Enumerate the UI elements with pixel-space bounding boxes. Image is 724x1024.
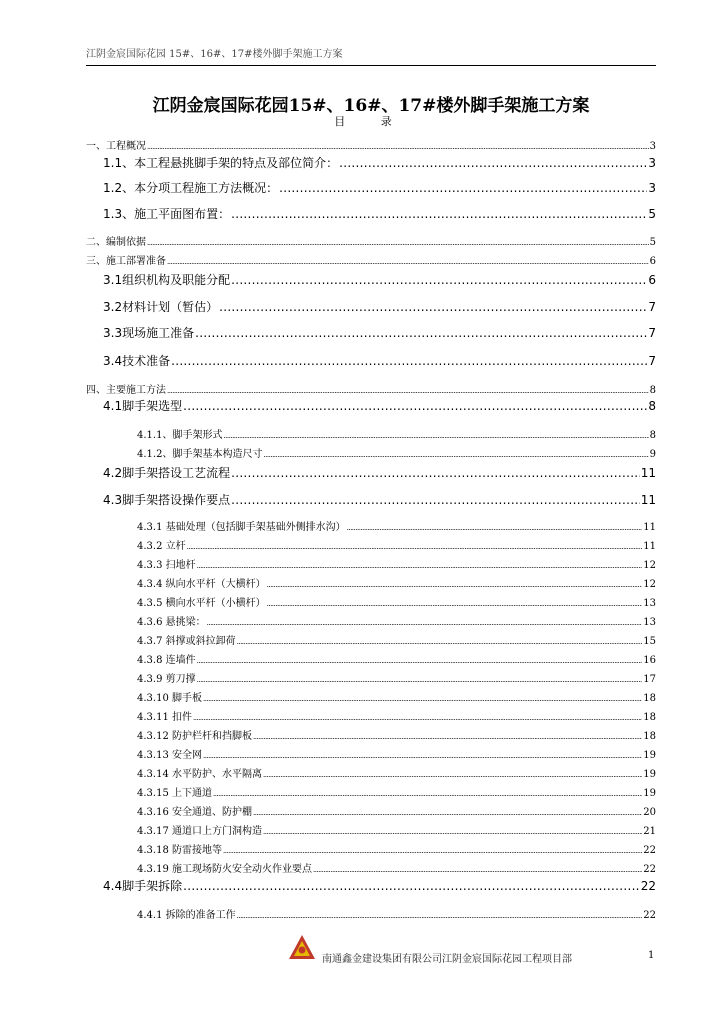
toc-entry-page: 3 <box>648 181 656 195</box>
company-logo-icon <box>288 934 316 960</box>
toc-entry[interactable] <box>137 784 656 799</box>
toc-entry-label: 4.3.19 施工现场防火安全动火作业要点 <box>137 864 312 875</box>
toc-entry-label: 4.4脚手架拆除 <box>103 879 183 893</box>
toc-entry-page: 8 <box>648 399 656 413</box>
toc-leader-dots <box>197 676 643 684</box>
toc-leader-dots <box>347 524 643 532</box>
toc-leader-dots <box>183 399 647 413</box>
toc-leader-dots <box>187 543 643 551</box>
toc-entry-label: 4.3.8 连墙件 <box>137 655 196 666</box>
toc-entry-page: 9 <box>649 449 656 460</box>
toc-leader-dots <box>197 562 643 570</box>
toc-entry-label: 4.3.15 上下通道 <box>137 788 212 799</box>
toc-entry-page: 3 <box>649 141 656 152</box>
toc-heading: 目 录 <box>334 115 408 128</box>
toc-entry-page: 18 <box>643 693 656 704</box>
toc-leader-dots <box>263 828 642 836</box>
toc-entry-page: 19 <box>643 769 656 780</box>
toc-entry-label: 4.3.2 立杆 <box>137 541 186 552</box>
toc-entry[interactable] <box>103 179 656 196</box>
toc-entry-label: 1.2、本分项工程施工方法概况： <box>103 181 279 195</box>
toc-leader-dots <box>147 143 649 151</box>
toc-entry-label: 3.1组织机构及职能分配 <box>103 273 231 287</box>
toc-entry[interactable] <box>137 746 656 761</box>
toc-leader-dots <box>167 258 649 266</box>
toc-entry-page: 16 <box>643 655 656 666</box>
toc-entry-label: 4.3脚手架搭设操作要点 <box>103 493 231 507</box>
toc-entry[interactable] <box>137 670 656 685</box>
toc-entry-label: 4.4.1 拆除的准备工作 <box>137 910 236 921</box>
toc-entry-page: 20 <box>643 807 656 818</box>
toc-entry-page: 13 <box>643 598 656 609</box>
toc-entry[interactable] <box>86 381 656 396</box>
toc-entry-page: 7 <box>648 300 656 314</box>
toc-leader-dots <box>213 790 642 798</box>
toc-entry-label: 4.3.13 安全网 <box>137 750 202 761</box>
toc-entry-label: 4.1.2、脚手架基本构造尺寸 <box>137 449 263 460</box>
toc-entry-page: 11 <box>643 522 656 533</box>
toc-entry-label: 四、主要施工方法 <box>86 385 166 396</box>
toc-entry[interactable] <box>137 689 656 704</box>
toc-entry[interactable] <box>103 298 656 315</box>
toc-entry[interactable] <box>137 537 656 552</box>
toc-entry-label: 4.3.1 基础处理（包括脚手架基础外侧排水沟） <box>137 522 346 533</box>
toc-entry[interactable] <box>137 727 656 742</box>
toc-entry[interactable] <box>137 518 656 533</box>
toc-leader-dots <box>223 432 648 440</box>
toc-entry-label: 二、编制依据 <box>86 237 146 248</box>
toc-entry-page: 7 <box>648 354 656 368</box>
toc-leader-dots <box>203 752 642 760</box>
toc-entry-page: 12 <box>643 560 656 571</box>
toc-entry-page: 11 <box>640 493 656 507</box>
toc-entry[interactable] <box>137 445 656 460</box>
toc-entry[interactable] <box>137 803 656 818</box>
toc-entry[interactable] <box>137 860 656 875</box>
toc-entry-label: 4.1.1、脚手架形式 <box>137 430 223 441</box>
toc-entry-label: 4.3.11 扣件 <box>137 712 192 723</box>
toc-entry[interactable] <box>137 556 656 571</box>
toc-entry[interactable] <box>86 137 656 152</box>
toc-leader-dots <box>313 866 642 874</box>
toc-leader-dots <box>223 847 642 855</box>
toc-entry-page: 6 <box>648 273 656 287</box>
toc-entry-page: 21 <box>643 826 656 837</box>
toc-entry-page: 12 <box>643 579 656 590</box>
toc-entry[interactable] <box>103 397 656 414</box>
toc-entry-label: 4.3.10 脚手板 <box>137 693 202 704</box>
toc-entry[interactable] <box>103 352 656 369</box>
toc-entry-page: 3 <box>648 156 656 170</box>
toc-entry[interactable] <box>103 464 656 481</box>
toc-entry[interactable] <box>137 426 656 441</box>
toc-leader-dots <box>237 912 643 920</box>
toc-entry-label: 4.1脚手架选型 <box>103 399 183 413</box>
toc-leader-dots <box>253 809 642 817</box>
toc-leader-dots <box>231 273 647 287</box>
toc-entry[interactable] <box>103 205 656 222</box>
toc-entry[interactable] <box>86 252 656 267</box>
toc-entry-label: 4.3.16 安全通道、防护棚 <box>137 807 252 818</box>
toc-leader-dots <box>267 581 643 589</box>
toc-entry-label: 4.3.6 悬挑梁： <box>137 617 206 628</box>
toc-entry[interactable] <box>103 154 656 171</box>
toc-entry[interactable] <box>137 632 656 647</box>
toc-entry-page: 18 <box>643 731 656 742</box>
toc-entry-page: 11 <box>643 541 656 552</box>
toc-entry[interactable] <box>137 613 656 628</box>
toc-entry-label: 3.2材料计划（暂估） <box>103 300 219 314</box>
toc-leader-dots <box>253 733 642 741</box>
toc-entry-label: 1.1、本工程悬挑脚手架的特点及部位简介： <box>103 156 339 170</box>
document-title: 江阴金宸国际花园15#、16#、17#楼外脚手架施工方案 <box>152 96 590 116</box>
toc-entry-label: 一、工程概况 <box>86 141 146 152</box>
footer-company: 南通鑫金建设集团有限公司江阴金宸国际花园工程项目部 <box>322 954 572 965</box>
toc-entry[interactable] <box>137 841 656 856</box>
toc-entry[interactable] <box>103 271 656 288</box>
toc-entry-page: 22 <box>643 845 656 856</box>
toc-entry-page: 5 <box>649 237 656 248</box>
toc-entry-label: 4.3.12 防护栏杆和挡脚板 <box>137 731 252 742</box>
toc-leader-dots <box>207 619 643 627</box>
toc-leader-dots <box>339 156 647 170</box>
toc-entry-label: 4.3.7 斜撑或斜拉卸荷 <box>137 636 236 647</box>
toc-leader-dots <box>183 879 640 893</box>
toc-entry[interactable] <box>137 906 656 921</box>
toc-entry[interactable] <box>137 594 656 609</box>
toc-entry-label: 4.3.3 扫地杆 <box>137 560 196 571</box>
toc-entry-label: 4.3.5 横向水平杆（小横杆） <box>137 598 266 609</box>
toc-entry-page: 11 <box>640 466 656 480</box>
toc-leader-dots <box>267 600 643 608</box>
toc-leader-dots <box>231 493 640 507</box>
toc-entry[interactable] <box>137 708 656 723</box>
toc-entry-page: 6 <box>649 256 656 267</box>
toc-entry-page: 18 <box>643 712 656 723</box>
toc-entry-page: 22 <box>643 864 656 875</box>
toc-entry[interactable] <box>137 651 656 666</box>
toc-leader-dots <box>237 638 643 646</box>
toc-entry-label: 4.3.9 剪刀撑 <box>137 674 196 685</box>
toc-leader-dots <box>147 239 649 247</box>
toc-entry-page: 15 <box>643 636 656 647</box>
toc-leader-dots <box>171 354 647 368</box>
toc-entry-page: 22 <box>640 879 656 893</box>
toc-entry-label: 4.3.14 水平防护、水平隔离 <box>137 769 262 780</box>
toc-entry-label: 1.3、施工平面图布置： <box>103 207 231 221</box>
toc-entry-page: 19 <box>643 750 656 761</box>
toc-entry-label: 3.3现场施工准备 <box>103 326 195 340</box>
toc-entry-page: 8 <box>649 385 656 396</box>
toc-entry-page: 5 <box>648 207 656 221</box>
toc-entry-label: 4.2脚手架搭设工艺流程 <box>103 466 231 480</box>
toc-leader-dots <box>263 451 648 459</box>
toc-entry-label: 3.4技术准备 <box>103 354 171 368</box>
page-number: 1 <box>648 950 655 961</box>
toc-entry-page: 8 <box>649 430 656 441</box>
toc-leader-dots <box>193 714 642 722</box>
toc-entry-page: 17 <box>643 674 656 685</box>
toc-entry[interactable] <box>103 877 656 894</box>
toc-leader-dots <box>231 207 647 221</box>
toc-leader-dots <box>279 181 647 195</box>
toc-entry[interactable] <box>86 233 656 248</box>
toc-leader-dots <box>219 300 647 314</box>
toc-leader-dots <box>195 326 647 340</box>
toc-entry-page: 22 <box>643 910 656 921</box>
toc-entry[interactable] <box>137 575 656 590</box>
toc-leader-dots <box>263 771 642 779</box>
toc-entry-page: 13 <box>643 617 656 628</box>
toc-leader-dots <box>197 657 643 665</box>
toc-entry[interactable] <box>137 822 656 837</box>
toc-entry-page: 7 <box>648 326 656 340</box>
toc-entry[interactable] <box>103 491 656 508</box>
toc-leader-dots <box>231 466 640 480</box>
toc-entry-label: 4.3.17 通道口上方门洞构造 <box>137 826 262 837</box>
toc-entry-page: 19 <box>643 788 656 799</box>
toc-entry-label: 三、施工部署准备 <box>86 256 166 267</box>
toc-entry-label: 4.3.18 防雷接地等 <box>137 845 222 856</box>
toc-entry[interactable] <box>103 324 656 341</box>
toc-entry[interactable] <box>137 765 656 780</box>
toc-leader-dots <box>203 695 642 703</box>
toc-entry-label: 4.3.4 纵向水平杆（大横杆） <box>137 579 266 590</box>
toc-leader-dots <box>167 387 649 395</box>
page-header: 江阴金宸国际花园 15#、16#、17#楼外脚手架施工方案 <box>86 48 656 66</box>
